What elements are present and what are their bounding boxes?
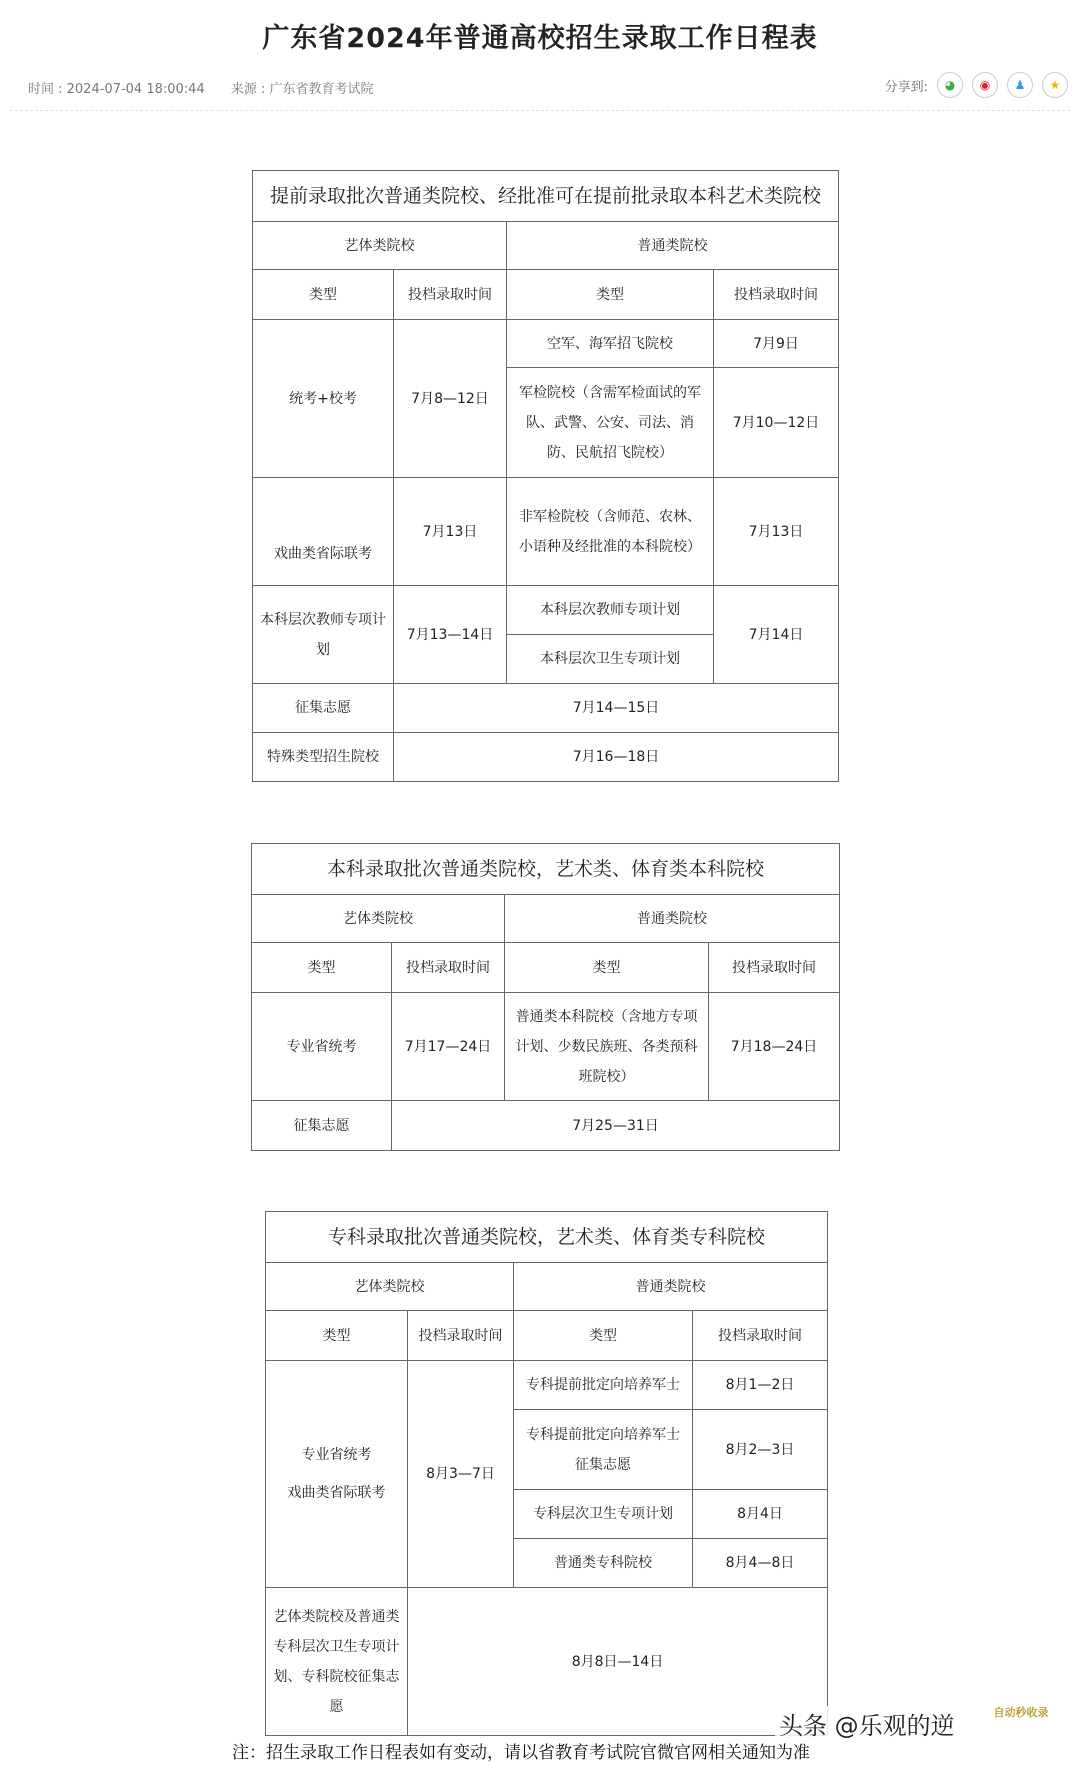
general-schools-header: 普通类院校	[514, 1263, 828, 1311]
page-title: 广东省2024年普通高校招生录取工作日程表	[262, 23, 818, 54]
wechat-icon: ◕	[944, 78, 956, 92]
table-cell: 专科提前批定向培养军士	[514, 1361, 693, 1410]
type-header: 类型	[253, 270, 394, 320]
table-title: 提前录取批次普通类院校、经批准可在提前批录取本科艺术类院校	[253, 171, 839, 222]
table-cell: 7月17—24日	[392, 993, 505, 1101]
time-header: 投档录取时间	[394, 270, 507, 320]
table-cell: 8月8日—14日	[408, 1588, 828, 1736]
source-label: 来源 : 广东省教育考试院	[230, 82, 374, 97]
qzone-star-icon: ★	[1049, 78, 1061, 92]
type-header: 类型	[507, 270, 714, 320]
table-cell: 7月14—15日	[394, 684, 839, 733]
table-cell: 戏曲类省际联考	[253, 478, 394, 586]
art-schools-header: 艺体类院校	[252, 895, 505, 943]
time-header: 投档录取时间	[709, 943, 840, 993]
table-cell: 特殊类型招生院校	[253, 733, 394, 782]
art-schools-header: 艺体类院校	[253, 222, 507, 270]
cell-line: 专业省统考	[301, 1447, 372, 1463]
table-cell: 艺体类院校及普通类专科层次卫生专项计划、专科院校征集志愿	[266, 1588, 408, 1736]
qq-share-button[interactable]	[1007, 72, 1033, 98]
type-header: 类型	[252, 943, 392, 993]
early-admission-table	[252, 170, 839, 782]
wechat-share-button[interactable]	[937, 72, 963, 98]
site-logo: 自动秒收录	[993, 1706, 1049, 1719]
table-cell: 非军检院校（含师范、农林、小语种及经批准的本科院校）	[507, 478, 714, 586]
toutiao-watermark: 头条 @乐观的逆	[775, 1706, 959, 1741]
table-cell: 本科层次卫生专项计划	[507, 635, 714, 684]
table-cell	[266, 1361, 408, 1588]
table-cell: 统考+校考	[253, 320, 394, 478]
table-cell: 8月3—7日	[408, 1361, 514, 1588]
general-schools-header: 普通类院校	[507, 222, 839, 270]
table-cell: 军检院校（含需军检面试的军队、武警、公安、司法、消防、民航招飞院校）	[507, 368, 714, 478]
share-bar	[885, 72, 1068, 98]
art-schools-header: 艺体类院校	[266, 1263, 514, 1311]
table-cell: 征集志愿	[252, 1101, 392, 1151]
table-cell: 7月16—18日	[394, 733, 839, 782]
cell-line: 戏曲类省际联考	[287, 1485, 386, 1501]
share-label: 分享到:	[884, 79, 928, 95]
table-cell: 7月9日	[714, 320, 839, 368]
table-cell: 普通类专科院校	[514, 1539, 693, 1588]
table-cell: 本科层次教师专项计划	[253, 586, 394, 684]
table-cell: 专业省统考	[252, 993, 392, 1101]
time-header: 投档录取时间	[392, 943, 505, 993]
table-cell: 7月13日	[714, 478, 839, 586]
table-cell: 空军、海军招飞院校	[507, 320, 714, 368]
weibo-share-button[interactable]	[972, 72, 998, 98]
table-cell: 7月13—14日	[394, 586, 507, 684]
undergraduate-admission-table	[251, 843, 840, 1151]
table-cell: 普通类本科院校（含地方专项计划、少数民族班、各类预科班院校）	[505, 993, 709, 1101]
table-cell: 本科层次教师专项计划	[507, 586, 714, 635]
time-header: 投档录取时间	[693, 1311, 828, 1361]
header-divider	[10, 110, 1070, 111]
table-cell: 8月2—3日	[693, 1410, 828, 1490]
table-cell: 7月25—31日	[392, 1101, 840, 1151]
qzone-share-button[interactable]	[1042, 72, 1068, 98]
qq-icon: ♟	[1014, 78, 1026, 92]
table-cell: 专科层次卫生专项计划	[514, 1490, 693, 1539]
table-cell: 7月8—12日	[394, 320, 507, 478]
weibo-icon: ◉	[979, 78, 991, 92]
table-cell: 8月4—8日	[693, 1539, 828, 1588]
time-header: 投档录取时间	[408, 1311, 514, 1361]
table-cell: 8月1—2日	[693, 1361, 828, 1410]
footer-note: 注：招生录取工作日程表如有变动，请以省教育考试院官微官网相关通知为准	[232, 1743, 810, 1763]
table-cell: 7月18—24日	[709, 993, 840, 1101]
time-header: 投档录取时间	[714, 270, 839, 320]
type-header: 类型	[266, 1311, 408, 1361]
college-admission-table	[265, 1211, 828, 1736]
type-header: 类型	[514, 1311, 693, 1361]
table-cell: 7月10—12日	[714, 368, 839, 478]
article-meta	[28, 78, 374, 97]
table-cell: 征集志愿	[253, 684, 394, 733]
table-cell: 7月13日	[394, 478, 507, 586]
type-header: 类型	[505, 943, 709, 993]
table-title: 本科录取批次普通类院校，艺术类、体育类本科院校	[252, 844, 840, 895]
publish-time: 时间 : 2024-07-04 18:00:44	[28, 82, 205, 97]
table-cell: 专科提前批定向培养军士征集志愿	[514, 1410, 693, 1490]
general-schools-header: 普通类院校	[505, 895, 840, 943]
table-cell: 8月4日	[693, 1490, 828, 1539]
table-title: 专科录取批次普通类院校，艺术类、体育类专科院校	[266, 1212, 828, 1263]
table-cell: 7月14日	[714, 586, 839, 684]
